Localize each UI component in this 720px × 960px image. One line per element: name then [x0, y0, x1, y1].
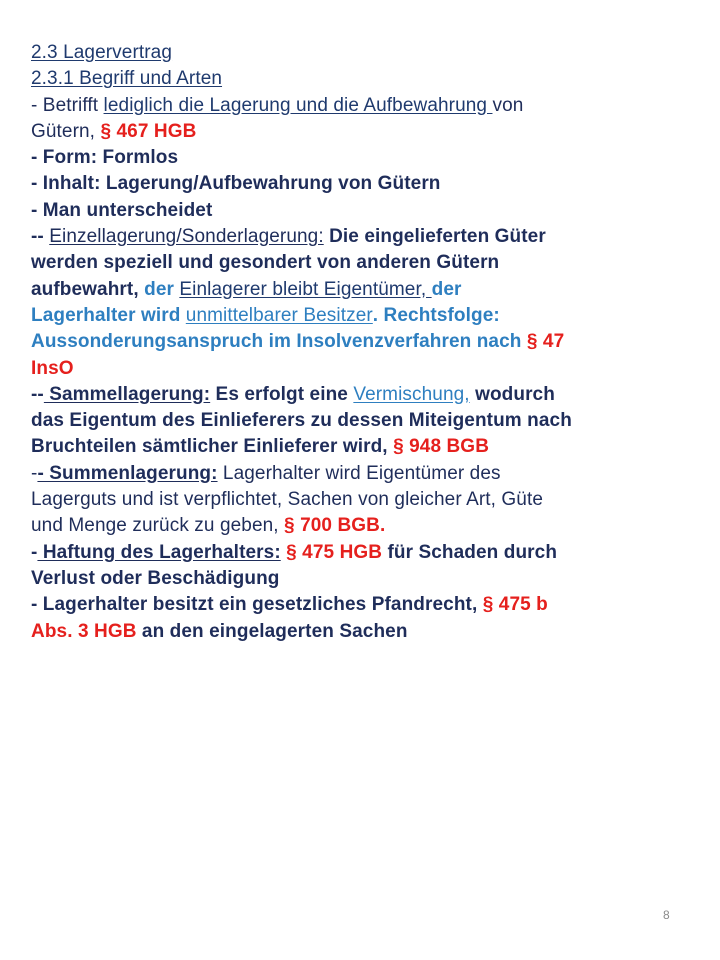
- term-sammellagerung: Sammellagerung:: [43, 383, 211, 405]
- text-segment: - Lagerhalter besitzt ein gesetzliches Pfandrecht,: [31, 594, 483, 616]
- sammellagerung-line-2: das Eigentum des Einlieferers zu dessen Miteigentum nach: [31, 410, 572, 432]
- pfandrecht-line-2: [31, 619, 631, 645]
- underlined-term: lediglich die Lagerung und die Aufbewahrung: [103, 94, 493, 116]
- text-segment: Lagerhalter wird Eigentümer des: [217, 462, 501, 484]
- haftung-line-1: [31, 540, 631, 566]
- content-line: - Inhalt: Lagerung/Aufbewahrung von Gütern: [31, 173, 441, 195]
- text-segment: Lagerhalter wird: [31, 304, 186, 326]
- text-segment: - Betrifft: [31, 94, 104, 116]
- summenlagerung-line-1: [31, 461, 631, 487]
- text-segment: -: [31, 541, 38, 563]
- text-segment: --: [31, 383, 44, 405]
- text-segment: . Rechtsfolge:: [372, 304, 500, 326]
- page-number: 8: [663, 908, 670, 922]
- text-segment: an den eingelagerten Sachen: [136, 620, 408, 642]
- einzellagerung-line-1: [31, 224, 631, 250]
- einzellagerung-line-6: InsO: [31, 357, 74, 379]
- text-segment: Aussonderungsanspruch im Insolvenzverfahren nach: [31, 331, 527, 353]
- haftung-line-2: Verlust oder Beschädigung: [31, 567, 280, 589]
- term-vermischung: Vermischung,: [353, 383, 470, 405]
- law-reference: § 948 BGB: [393, 436, 490, 458]
- text-segment: der: [431, 278, 462, 300]
- einzellagerung-line-3: [31, 277, 631, 303]
- section-heading: [31, 40, 631, 66]
- term-einzellagerung: Einzellagerung/Sonderlagerung:: [49, 226, 324, 248]
- text-segment: aufbewahrt,: [31, 278, 145, 300]
- text-segment: Die eingelieferten Güter: [323, 226, 546, 248]
- law-reference: § 475 HGB: [286, 541, 383, 563]
- text-segment: der: [144, 278, 180, 300]
- distinction-line: - Man unterscheidet: [31, 199, 213, 221]
- law-reference: Abs. 3 HGB: [31, 620, 137, 642]
- term-eigentuemer: Einlagerer bleibt Eigentümer,: [179, 278, 432, 300]
- text-segment: --: [31, 226, 50, 248]
- sammellagerung-line-1: [31, 382, 631, 408]
- law-reference: § 700 BGB.: [284, 515, 386, 537]
- slide-content: [31, 40, 631, 645]
- definition-line-1: [31, 93, 631, 119]
- text-segment: von: [492, 94, 524, 116]
- text-segment: -: [31, 462, 38, 484]
- einzellagerung-line-2: werden speziell und gesondert von anderen Gütern: [31, 252, 500, 274]
- text-segment: Es erfolgt eine: [210, 383, 354, 405]
- text-segment: und Menge zurück zu geben,: [31, 515, 285, 537]
- subheading-text: 2.3.1 Begriff und Arten: [31, 68, 223, 90]
- definition-line-2: [31, 119, 631, 145]
- heading-text: 2.3 Lagervertrag: [31, 42, 173, 63]
- law-reference: § 47: [526, 331, 565, 353]
- form-line: - Form: Formlos: [31, 147, 179, 169]
- einzellagerung-line-4: [31, 303, 631, 329]
- text-segment: Gütern,: [31, 120, 101, 142]
- law-reference: § 467 HGB: [100, 120, 197, 142]
- term-haftung: Haftung des Lagerhalters:: [37, 541, 281, 563]
- term-besitzer: unmittelbarer Besitzer: [185, 304, 373, 326]
- pfandrecht-line-1: [31, 592, 631, 618]
- text-segment: wodurch: [469, 383, 555, 405]
- law-reference: § 475 b: [482, 594, 548, 616]
- summenlagerung-line-3: [31, 513, 631, 539]
- subsection-heading: [31, 66, 631, 92]
- summenlagerung-line-2: Lagerguts und ist verpflichtet, Sachen von gleicher Art, Güte: [31, 489, 544, 511]
- text-segment: Bruchteilen sämtlicher Einlieferer wird,: [31, 436, 394, 458]
- term-summenlagerung: - Summenlagerung:: [37, 462, 218, 484]
- einzellagerung-line-5: [31, 329, 631, 355]
- sammellagerung-line-3: [31, 434, 631, 460]
- text-segment: für Schaden durch: [382, 541, 558, 563]
